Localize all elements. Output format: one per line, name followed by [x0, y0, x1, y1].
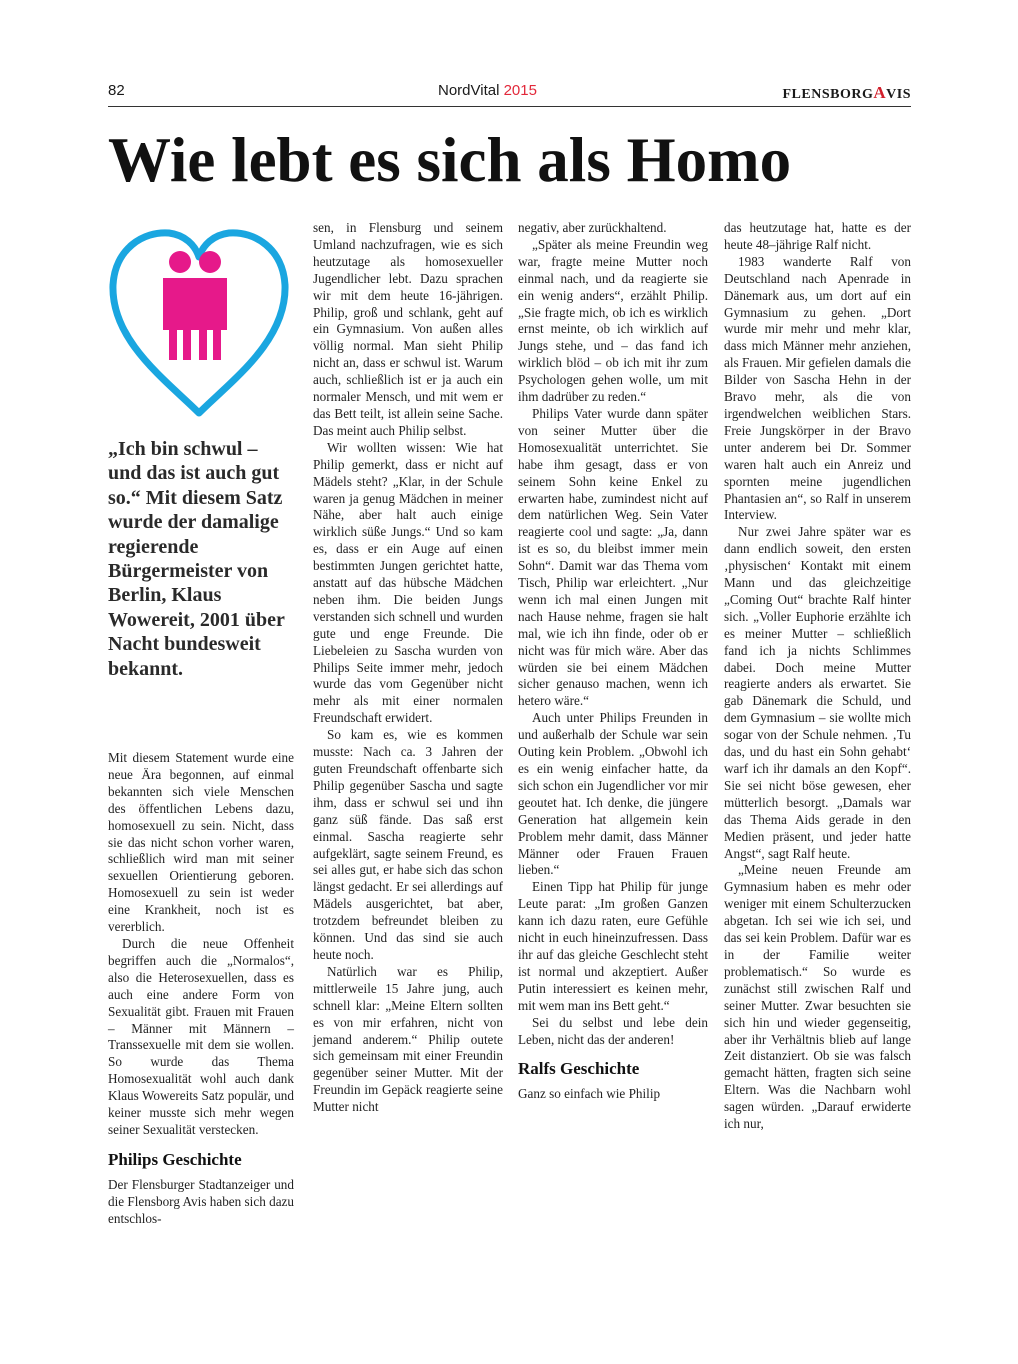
- paragraph: Philips Vater wurde dann später von seiner Mutter über die Homosexualität unterrichtet. Sie habe ihm gesagt, dass er von seinem Sohn keine Enkel zu erwarten habe, zumindest nicht auf dem natürlichen Weg. Sein Vater reagierte cool und sagte: „Ja, dann ist es so, du bleibst immer mein Sohn“. Damit war das Thema vom Tisch, Philip war erleichtert. „Nur wenn ich mal einen Jungen mit nach Hause nehme, fragen sie halt mal, wie ich ihn finde, oder ob er nicht was für mich wäre. Aber das würden sie bei einem Mädchen sicher genauso machen, wenn ich hetero wäre.“: [518, 405, 708, 709]
- paragraph: Einen Tipp hat Philip für junge Leute parat: „Im großen Ganzen kann ich dazu raten, eure Gefühle nicht in euch hineinzufressen. Dass ihr auf das gleiche Geschlecht steht ist normal und akzeptiert. Außer Putin interessiert es keinen mehr, mit wem man ins Bett geht.“: [518, 879, 708, 1013]
- subheading-philip: Philips Geschichte: [108, 1149, 242, 1169]
- brand-logo: [783, 83, 912, 103]
- header-rule: [108, 106, 911, 107]
- headline: Wie lebt es sich als Homo: [108, 125, 792, 195]
- heart-couple-icon: [107, 223, 291, 419]
- paragraph: 1983 wanderte Ralf von Deutschland nach Apenrade in Dänemark aus, um dort auf ein Gymnasium zu gehen. „Dort wurde mir mehr und mehr klar, dass mich Männer mehr anziehen, als Frauen. Mir gefielen damals die Bilder von Sascha Hehn in der Bravo mehr, als die von irgendwelchen weiblichen Stars. Freie Jungskörper in der Bravo unter anderem bei Dr. Sommer waren halt auch ein Anreiz und spornten meine jugendlichen Phantasien an“, so Ralf in unserem Interview.: [724, 253, 911, 523]
- column-4: [724, 220, 911, 1133]
- paragraph: Wir wollten wissen: Wie hat Philip gemerkt, dass er nicht auf Mädels steht? „Klar, in der Schule waren ja genug Mädchen in meiner Nähe, aber halt auch einige wirklich süße Jungs.“ Und so kam es, dass er ein Auge auf einen bestimmten Jungen gerichtet hatte, anstatt auf das hübsche Mädchen neben ihm. Die beiden Jungs verstanden sich schnell und wurden gute und enge Freunde. Die Liebeleien zu Sascha wurden von Philips Seite immer mehr, jedoch wurde das vom Gegenüber nicht mehr als mit einer normalen Freundschaft erwidert.: [313, 439, 503, 726]
- publication-title: NordVital: [438, 82, 500, 99]
- paragraph: Durch die neue Offenheit begriffen auch die „Normalos“, also die Heterosexuellen, dass es auch eine andere Form von Sexualität gibt. Frauen mit Frauen – Männer mit Männern – Transsexuelle mit dem sie wollen. So wurde das Thema Homosexualität wohl auch dank Klaus Wowereits Satz populär, und keiner musste sich mehr wegen seiner Sexualität verstecken.: [108, 935, 294, 1137]
- column-1: [108, 750, 294, 1228]
- paragraph: „Meine neuen Freunde am Gymnasium haben es mehr oder weniger mit einem Schulterzucken abgetan. Ich sei wie ich sei, und das sei kein Problem. Dafür war es in der Familie weiter problematisch.“ So wurde es zunächst still zwischen Ralf und seiner Mutter. Zwar besuchten sie sich hin und wieder gegenseitig, aber ihr Verhältnis blieb auf lange Zeit distanziert. Ob sie was falsch gemacht hätten, fragten sich seine Eltern. Was die Nachbarn wohl sagen würden. „Darauf erwiderte ich nur,: [724, 862, 911, 1132]
- brand-suffix: VIS: [886, 87, 911, 102]
- lead-quote: „Ich bin schwul – und das ist auch gut so.“ Mit diesem Satz wurde der damalige regierende Bürgermeister von Berlin, Klaus Wowereit, 2001 über Nacht bundesweit bekannt.: [108, 438, 285, 680]
- column-2: [313, 220, 503, 1116]
- paragraph: Der Flensburger Stadtanzeiger und die Flensborg Avis haben sich dazu entschlos-: [108, 1176, 294, 1226]
- male-figures: [163, 251, 227, 360]
- page-number: 82: [108, 82, 125, 99]
- page-header: [108, 82, 911, 104]
- paragraph: Mit diesem Statement wurde eine neue Ära begonnen, auf einmal bekannten sich viele Menschen des öffentlichen Lebens dazu, homosexuell zu sein. Nicht, dass sie das nicht schon vorher waren, schließlich wird man mit seiner sexuellen Orientierung geboren. Homosexuell zu sein ist weder eine Krankheit, noch ist es vererblich.: [108, 750, 294, 935]
- publication-name: [438, 82, 537, 99]
- paragraph: Auch unter Philips Freunden in und außerhalb der Schule war sein Outing kein Problem. „Obwohl ich es ein wenig einfacher hatte, da sich schon ein Jugendlicher vor mir geoutet hat. Ich denke, die jüngere Generation hat allgemein kein Problem mehr damit, dass Männer Männer oder Frauen Frauen lieben.“: [518, 710, 708, 878]
- paragraph: Sei du selbst und lebe dein Leben, nicht das der anderen!: [518, 1014, 708, 1047]
- paragraph: Ganz so einfach wie Philip: [518, 1086, 661, 1102]
- paragraph: Natürlich war es Philip, mittlerweile 15 Jahre jung, auch schnell klar: „Meine Eltern sollten es von mir erfahren, nicht von jemand anderem.“ Philip outete sich gemeinsam mit einer Freundin gegenüber seiner Mutter. Mit der Freundin im Gepäck reagierte seine Mutter nicht: [313, 963, 503, 1115]
- paragraph: Nur zwei Jahre später war es dann endlich soweit, den ersten ‚physischen‘ Kontakt mit einem Mann und das gleichzeitige „Coming Out“ brachte Ralf hinter sich. „Voller Euphorie erzählte ich es meiner Mutter – schließlich fand ich ja nichts Schlimmes dabei. Doch meine Mutter reagierte anders als erwartet. Sie gab Dänemark die Schuld, und dem Gymnasium – sie wollte mich sogar von der Schule nehmen. ‚Tu das, und du hast ein Sohn gehabt‘ warf ich ihr damals an den Kopf“. Sie sei nicht böse gewesen, eher mütterlich besorgt. „Damals war das Thema Aids gerade in den Medien präsent, und jeder hatte Angst“, sagt Ralf heute.: [724, 524, 911, 861]
- brand-prefix: FLENSBORG: [782, 87, 874, 102]
- paragraph: sen, in Flensburg und seinem Umland nachzufragen, wie es sich heutzutage als homosexueller Jugendlicher lebt. Dazu sprachen wir mit dem heute 16-jährigen. Philip, groß und schlank, geht auf ein Gymnasium. Von außen alles völlig normal. Man sieht Philip nicht an, dass er schwul ist. Warum auch, schließlich ist er ja auch ein normaler Mensch, und mit wem er das Bett teilt, ist allein seine Sache. Das meint auch Philip selbst.: [313, 220, 503, 438]
- column-3: [518, 220, 708, 1103]
- paragraph: das heutzutage hat, hatte es der heute 48–jährige Ralf nicht.: [724, 220, 911, 252]
- paragraph: „Später als meine Freundin weg war, fragte meine Mutter noch einmal nach, und da reagierte sie ein wenig anders“, erzählt Philip. „Sie fragte mich, ob ich es wirklich ernst meinte, ob ich wirklich auf Jungs stehe, und – das fand ich wirklich blöd – ob ich mit ihr zum Psychologen gehen wolle, um mit ihm dadrüber zu reden.“: [518, 236, 708, 405]
- publication-year: 2015: [503, 82, 537, 99]
- paragraph: negativ, aber zurückhaltend.: [518, 220, 667, 235]
- paragraph: So kam es, wie es kommen musste: Nach ca. 3 Jahren der guten Freundschaft offenbarte sich Philip gegenüber Sascha und sagte ihm, dass er schwul sei und ihn ganz süß fände. Das saß erst einmal. Sascha reagierte sehr aufgeklärt, sagte seinem Freund, es sei alles gut, er habe sich das schon längst gedacht. Er sei allerdings auf Mädels ausgerichtet, bat aber, trotzdem befreundet bleiben zu können. Und das sind sie auch heute noch.: [313, 727, 503, 962]
- brand-a: A: [873, 83, 887, 102]
- subheading-ralf: Ralfs Geschichte: [518, 1059, 640, 1079]
